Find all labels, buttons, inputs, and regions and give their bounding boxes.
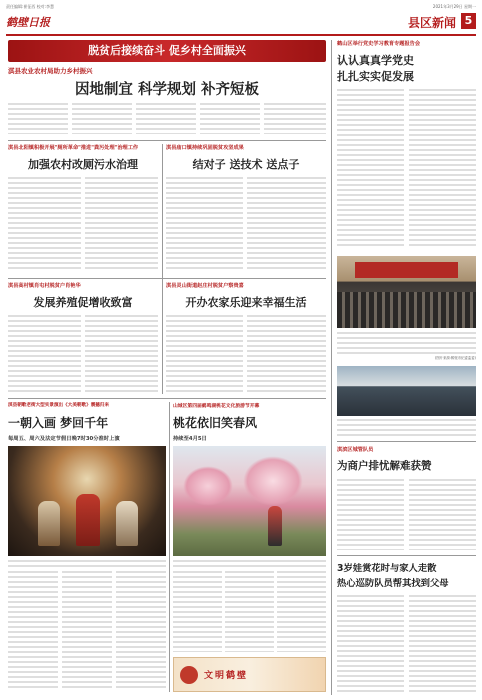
- main-story: [8, 66, 326, 136]
- story-peach-body-2: [225, 570, 274, 652]
- story-heshan-body-1: [337, 88, 404, 248]
- story-peach-kicker: 山城区第四届鹤鸣湖桃花文化旅游节开幕: [173, 404, 260, 409]
- main-story-body-col-5: [264, 102, 326, 134]
- story-beiyang-body-2: [85, 176, 158, 272]
- main-story-body-col-4: [200, 102, 260, 134]
- divider: [8, 140, 326, 141]
- topic-banner: [8, 40, 326, 62]
- opera-photo-caption: [8, 559, 166, 567]
- story-gaocun-body-2: [85, 314, 158, 392]
- divider: [162, 144, 163, 394]
- main-story-kicker: 淇县农业农村局助力乡村振兴: [8, 67, 93, 75]
- story-lingshan: [166, 282, 326, 394]
- section-title: 县区新闻: [407, 16, 456, 30]
- story-heshan-title-1: 认认真真学党史: [337, 54, 414, 67]
- blossom-cluster: [243, 456, 303, 506]
- header-date: 2021年3月29日 星期一: [432, 4, 476, 9]
- story-police-body-1: [337, 478, 404, 550]
- story-gaocun-title: 发展养殖促增收致富: [33, 296, 133, 309]
- story-miaokou-body-2: [247, 176, 326, 272]
- divider: [337, 441, 476, 442]
- story-opera-body-1: [8, 570, 58, 690]
- story-opera-kicker: 淇县朝歌老街大型实景演出《大美朝歌》震撼归来: [8, 403, 110, 408]
- officers-photo: [337, 366, 476, 416]
- story-beiyang-title: 加强农村改厕污水治理: [28, 158, 138, 171]
- story-peach-title: 桃花依旧笑春风: [173, 416, 258, 430]
- visitor-figure: [268, 506, 282, 546]
- opera-performer: [76, 494, 100, 546]
- photo-credit: (图片来源:鹤壁市纪委监委): [434, 356, 476, 360]
- main-story-body-col-3: [136, 102, 196, 134]
- story-police-body-2: [409, 478, 476, 550]
- story-police-kicker: 淇滨区城管队员: [337, 447, 374, 453]
- story-miaokou-kicker: 淇县庙口镇持续巩固脱贫攻坚成果: [166, 145, 244, 151]
- story-lingshan-body-1: [166, 314, 243, 392]
- opera-performer: [38, 501, 60, 546]
- story-child-title-2: 热心巡防队员帮其找到父母: [337, 578, 449, 589]
- story-gaocun-kicker: 淇县高村镇肖屯村脱贫户肖艳华: [8, 283, 81, 289]
- story-opera-body-2: [62, 570, 112, 690]
- story-miaokou-body-1: [166, 176, 243, 272]
- page-number-badge: 5: [461, 13, 476, 29]
- banner-text: 脱贫后接续奋斗 促乡村全面振兴: [88, 44, 246, 57]
- story-child-body-2: [409, 594, 476, 694]
- meeting-photo-caption: [337, 331, 476, 355]
- story-beiyang-kicker: 淇县北阳镇积极开展"厕所革命"推进"粪污处理"治理工作: [8, 145, 139, 151]
- story-opera-title: 一朝入画 梦回千年: [8, 416, 109, 430]
- ad-emblem: [180, 666, 198, 684]
- story-gaocun-body-1: [8, 314, 81, 392]
- story-opera-body-3: [116, 570, 166, 690]
- story-police: [337, 446, 476, 552]
- story-child: [337, 560, 476, 695]
- main-story-body-col-2: [72, 102, 132, 134]
- story-police-title: 为商户排忧解难获赞: [337, 460, 432, 472]
- peach-photo: [173, 446, 326, 556]
- story-heshan-body-2: [409, 88, 476, 248]
- main-story-body-col-1: [8, 102, 68, 134]
- divider: [8, 398, 326, 399]
- stage-banner: [355, 262, 458, 278]
- story-beiyang: [8, 144, 158, 274]
- meeting-photo: [337, 256, 476, 328]
- story-child-body-1: [337, 594, 404, 694]
- header-rule: [6, 34, 476, 36]
- blossom-cluster: [183, 466, 233, 506]
- story-heshan: [337, 40, 476, 252]
- officers-photo-caption: [337, 418, 476, 438]
- story-lingshan-kicker: 淇县灵山街道赵庄村脱贫户察贵喜: [166, 283, 244, 289]
- divider: [337, 555, 476, 556]
- opera-performer: [116, 501, 138, 546]
- ad-text: 文明鹤壁: [204, 671, 249, 681]
- masthead-logo: 鹤壁日报: [6, 16, 50, 28]
- story-miaokou-title: 结对子 送技术 送点子: [192, 158, 300, 171]
- story-opera: [8, 402, 166, 692]
- story-peach-subtitle: 持续至4月5日: [173, 436, 207, 442]
- opera-photo: [8, 446, 166, 556]
- story-miaokou: [166, 144, 326, 274]
- story-beiyang-body-1: [8, 176, 81, 272]
- peach-photo-caption: [173, 559, 326, 567]
- story-gaocun: [8, 282, 158, 394]
- story-opera-subtitle: 每周五、周六及法定节假日晚7时30分准时上演: [8, 436, 120, 442]
- main-story-title: 因地制宜 科学规划 补齐短板: [74, 82, 260, 98]
- story-peach-body-1: [173, 570, 222, 652]
- divider: [169, 402, 170, 692]
- story-heshan-title-2: 扎扎实实促发展: [337, 70, 414, 83]
- page-header: [6, 4, 476, 34]
- divider: [331, 40, 332, 695]
- header-info-left: 责任编辑:崔征西 校对:李慧: [6, 4, 54, 9]
- story-child-title-1: 3岁娃赏花时与家人走散: [337, 563, 437, 574]
- divider: [8, 278, 326, 279]
- story-lingshan-body-2: [247, 314, 326, 392]
- story-peach: [173, 402, 326, 654]
- story-heshan-kicker: 鹤山区举行党史学习教育专题报告会: [337, 41, 421, 47]
- story-peach-body-3: [277, 570, 326, 652]
- story-lingshan-title: 开办农家乐迎来幸福生活: [185, 296, 307, 309]
- ad-banner: [173, 657, 326, 692]
- audience-rows: [337, 292, 476, 328]
